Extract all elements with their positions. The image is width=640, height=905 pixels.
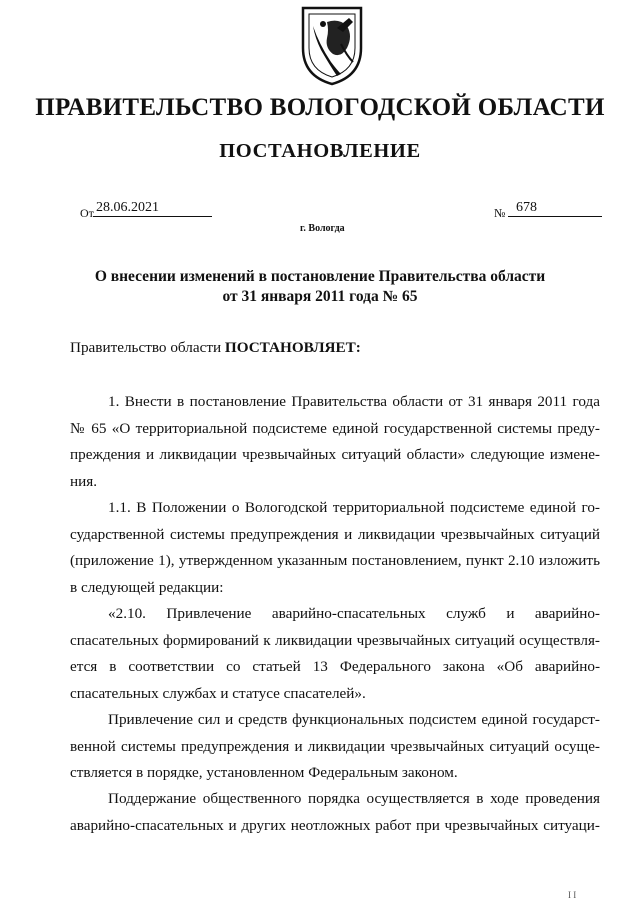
- text-line: «2.10. Привлечение аварийно-спасательных служб и аварийно-: [108, 605, 600, 622]
- title-line-2: от 31 января 2011 года № 65: [222, 288, 418, 305]
- text-line: сударственной системы предупреждения и ликвидации чрезвычайных ситуаций: [70, 525, 600, 543]
- paragraph-2: [70, 495, 600, 601]
- text-line: Привлечение сил и средств функциональных подсистем единой государст-: [108, 711, 600, 728]
- date-prefix: От: [80, 206, 94, 220]
- text-line: 1.1. В Положении о Вологодской территориальной подсистеме единой го-: [108, 499, 600, 516]
- document-title: [0, 267, 640, 307]
- footer-mark: I I: [568, 890, 577, 900]
- text-line: спасательных службах и статусе спасателей».: [70, 684, 366, 702]
- text-line: спасательных формирований к ликвидации чрезвычайных ситуаций осуществля-: [70, 631, 600, 649]
- paragraph-5: [70, 786, 600, 839]
- number-field: 678: [508, 200, 602, 217]
- text-line: в следующей редакции:: [70, 578, 224, 596]
- coat-of-arms-icon: [297, 4, 367, 88]
- text-line: Поддержание общественного порядка осуществляется в ходе проведения: [108, 790, 600, 807]
- date-field: 28.06.2021: [93, 200, 212, 217]
- text-line: ствляется в порядке, установленном Федеральным законом.: [70, 764, 458, 781]
- paragraph-3: [70, 601, 600, 707]
- text-line: венной системы предупреждения и ликвидации чрезвычайных ситуаций осуще-: [70, 737, 600, 755]
- title-line-1: О внесении изменений в постановление Правительства области: [94, 268, 546, 285]
- text-line: аварийно-спасательных и других неотложных работ при чрезвычайных ситуаци-: [70, 816, 600, 834]
- intro-text: Правительство области: [70, 339, 222, 356]
- text-line: (приложение 1), утвержденном указанным постановлением, пункт 2.10 изложить: [70, 552, 600, 569]
- text-line: № 65 «О территориальной подсистеме единой государственной системы преду-: [70, 419, 600, 437]
- intro-paragraph: [70, 339, 600, 357]
- number-prefix: №: [494, 206, 506, 220]
- document-type: ПОСТАНОВЛЕНИЕ: [219, 140, 421, 162]
- paragraph-4: [70, 707, 600, 787]
- intro-keyword: ПОСТАНОВЛЯЕТ:: [224, 339, 361, 356]
- city: г. Вологда: [300, 223, 345, 234]
- text-line: преждения и ликвидации чрезвычайных ситуаций области» следующие измене-: [70, 446, 600, 463]
- paragraph-1: [70, 389, 600, 495]
- text-line: ния.: [70, 472, 98, 490]
- text-line: 1. Внести в постановление Правительства области от 31 января 2011 года: [108, 393, 600, 410]
- text-line: ется в соответствии со статьей 13 Федерального закона «Об аварийно-: [70, 658, 600, 675]
- government-name: ПРАВИТЕЛЬСТВО ВОЛОГОДСКОЙ ОБЛАСТИ: [35, 94, 605, 121]
